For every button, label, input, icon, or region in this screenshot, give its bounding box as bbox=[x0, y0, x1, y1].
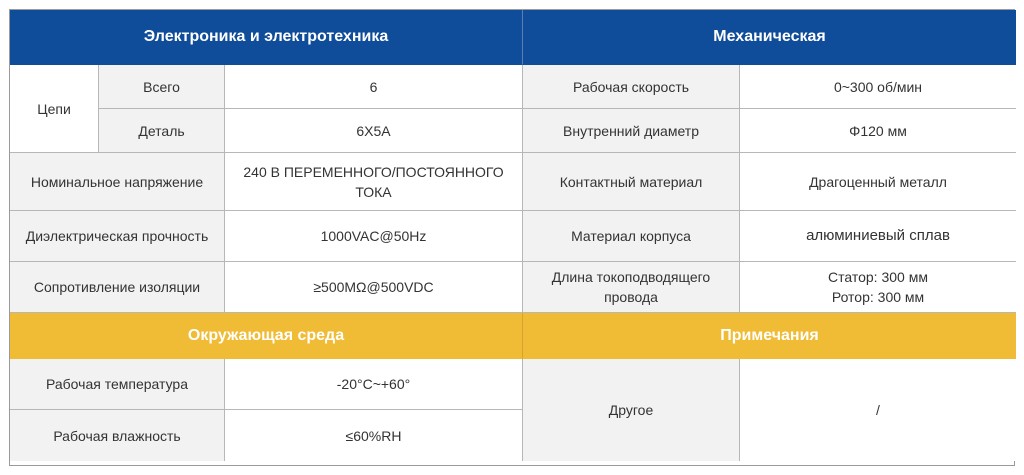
environment-header: Окружающая среда bbox=[10, 313, 523, 359]
voltage-label: Номинальное напряжение bbox=[10, 153, 225, 211]
housing-value: алюминиевый сплав bbox=[740, 211, 1016, 262]
other-value: / bbox=[740, 359, 1016, 461]
lead-rotor: Ротор: 300 мм bbox=[831, 289, 925, 305]
lead-stator: Статор: 300 мм bbox=[828, 269, 928, 285]
housing-label: Материал корпуса bbox=[523, 211, 740, 262]
speed-value: 0~300 об/мин bbox=[740, 65, 1016, 109]
speed-label: Рабочая скорость bbox=[523, 65, 740, 109]
contact-label: Контактный материал bbox=[523, 153, 740, 211]
voltage-value: 240 В ПЕРЕМЕННОГО/ПОСТОЯННОГО ТОКА bbox=[225, 153, 523, 211]
humidity-label: Рабочая влажность bbox=[10, 410, 225, 461]
circuits-detail-label: Деталь bbox=[99, 109, 225, 153]
lead-length-value bbox=[740, 262, 1016, 313]
circuits-label: Цепи bbox=[10, 65, 99, 153]
dielectric-label: Диэлектрическая прочность bbox=[10, 211, 225, 262]
circuits-detail-value: 6X5A bbox=[225, 109, 523, 153]
temperature-value: -20°C~+60° bbox=[225, 359, 523, 410]
diameter-label: Внутренний диаметр bbox=[523, 109, 740, 153]
lead-length-label: Длина токоподводящего провода bbox=[523, 262, 740, 313]
contact-value: Драгоценный металл bbox=[740, 153, 1016, 211]
circuits-total-label: Всего bbox=[99, 65, 225, 109]
dielectric-value: 1000VAC@50Hz bbox=[225, 211, 523, 262]
insulation-value: ≥500MΩ@500VDC bbox=[225, 262, 523, 313]
mechanical-header: Механическая bbox=[523, 10, 1016, 65]
temperature-label: Рабочая температура bbox=[10, 359, 225, 410]
electronics-header: Электроника и электротехника bbox=[10, 10, 523, 65]
insulation-label: Сопротивление изоляции bbox=[10, 262, 225, 313]
other-label: Другое bbox=[523, 359, 740, 461]
circuits-total-value: 6 bbox=[225, 65, 523, 109]
humidity-value: ≤60%RH bbox=[225, 410, 523, 461]
diameter-value: Φ120 мм bbox=[740, 109, 1016, 153]
notes-header: Примечания bbox=[523, 313, 1016, 359]
spec-table bbox=[9, 9, 1015, 466]
